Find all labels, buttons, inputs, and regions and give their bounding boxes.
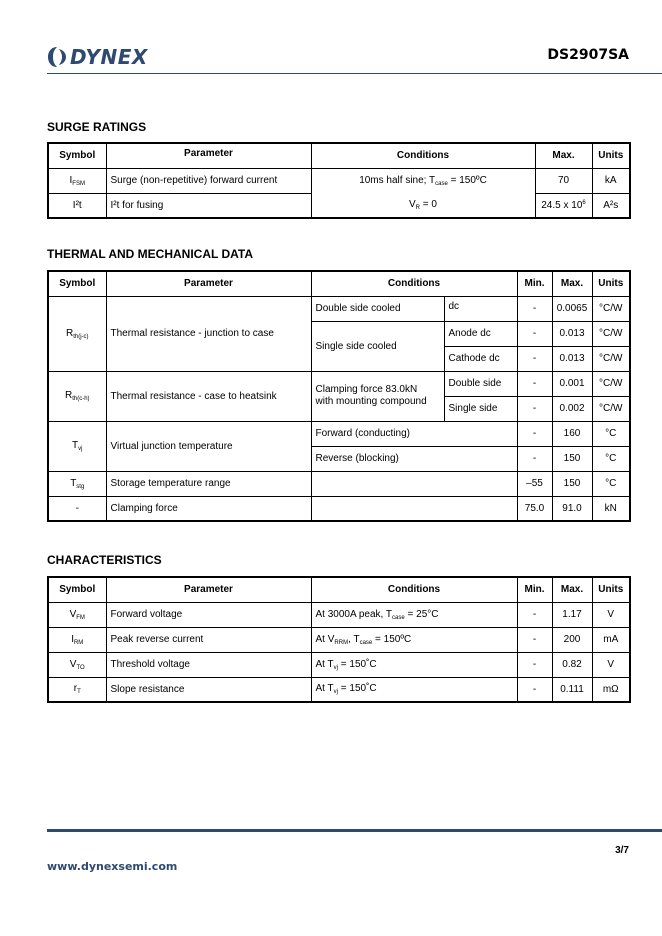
symbol-text: r — [73, 683, 78, 695]
col-symbol: Symbol — [48, 577, 106, 602]
max-text: 24.5 x 10 — [541, 199, 583, 211]
max-cell — [535, 193, 592, 218]
max-cell: 0.001 — [552, 371, 592, 396]
col-max: Max. — [552, 577, 592, 602]
parameter-cell: Storage temperature range — [106, 471, 311, 496]
condition-cell — [311, 471, 517, 496]
max-cell: 200 — [552, 627, 592, 652]
col-parameter: Parameter — [106, 577, 311, 602]
parameter-cell: Slope resistance — [106, 677, 311, 702]
symbol-text: I — [69, 174, 73, 186]
parameter-cell: Forward voltage — [106, 602, 311, 627]
symbol-cell: I²t — [48, 193, 106, 218]
table-row — [48, 602, 630, 627]
min-cell: - — [517, 321, 552, 346]
min-cell: - — [517, 446, 552, 471]
col-units: Units — [592, 271, 630, 296]
symbol-cell — [48, 602, 106, 627]
max-cell: 150 — [552, 471, 592, 496]
condition-line: with mounting compound — [315, 396, 427, 407]
cond-subscript: R — [415, 204, 421, 211]
condition-cell: Double side cooled — [311, 296, 444, 321]
units-cell: °C/W — [592, 321, 630, 346]
website-link[interactable]: www.dynexsemi.com — [47, 860, 178, 873]
col-symbol: Symbol — [48, 271, 106, 296]
table-row — [48, 471, 630, 496]
thermal-data-title: THERMAL AND MECHANICAL DATA — [47, 247, 253, 261]
col-parameter: Parameter — [106, 143, 311, 168]
parameter-cell: Thermal resistance - case to heatsink — [106, 371, 311, 421]
units-cell: kA — [592, 168, 630, 193]
table-row — [48, 627, 630, 652]
col-symbol: Symbol — [48, 143, 106, 168]
parameter-cell: Surge (non-repetitive) forward current — [106, 168, 311, 193]
table-row — [48, 421, 630, 446]
dynex-logo-icon — [47, 46, 67, 68]
min-cell: 75.0 — [517, 496, 552, 521]
col-conditions: Conditions — [311, 577, 517, 602]
symbol-cell — [48, 168, 106, 193]
cond-text: At 3000A peak, T — [315, 608, 393, 620]
condition-cell — [311, 602, 517, 627]
col-max: Max. — [552, 271, 592, 296]
min-cell: –55 — [517, 471, 552, 496]
cond-text: = 150ºC — [372, 633, 412, 645]
max-cell: 160 — [552, 421, 592, 446]
cond-text: = 150˚C — [338, 658, 377, 670]
symbol-subscript: T — [77, 689, 81, 696]
max-cell: 0.111 — [552, 677, 592, 702]
col-parameter: Parameter — [106, 271, 311, 296]
condition-cell: dc — [444, 296, 517, 321]
conditions-cell — [311, 168, 535, 218]
symbol-subscript: vj — [78, 446, 83, 452]
cond-text: = 25°C — [404, 608, 439, 620]
max-cell: 1.17 — [552, 602, 592, 627]
symbol-subscript: stg — [76, 483, 85, 490]
min-cell: - — [517, 677, 552, 702]
table-row — [48, 677, 630, 702]
min-cell: - — [517, 652, 552, 677]
cond-text: 10ms half sine; T — [359, 174, 436, 186]
units-cell: °C/W — [592, 371, 630, 396]
symbol-cell — [48, 652, 106, 677]
parameter-cell: Virtual junction temperature — [106, 421, 311, 471]
condition-cell — [311, 652, 517, 677]
symbol-text: R — [64, 390, 73, 401]
thermal-data-table — [47, 270, 631, 522]
condition-line-2 — [316, 199, 531, 211]
characteristics-table — [47, 576, 631, 703]
parameter-cell: Thermal resistance - junction to case — [106, 296, 311, 371]
units-cell: V — [592, 602, 630, 627]
min-cell: - — [517, 296, 552, 321]
condition-cell: Anode dc — [444, 321, 517, 346]
symbol-text: V — [69, 658, 77, 670]
col-units: Units — [592, 577, 630, 602]
symbol-subscript: FM — [76, 614, 85, 621]
col-units: Units — [592, 143, 630, 168]
min-cell: - — [517, 371, 552, 396]
cond-subscript: case — [435, 180, 448, 187]
units-cell: A²s — [592, 193, 630, 218]
cond-subscript: vj — [333, 689, 338, 696]
min-cell: - — [517, 602, 552, 627]
max-cell: 0.82 — [552, 652, 592, 677]
table-row — [48, 496, 630, 521]
min-cell: - — [517, 346, 552, 371]
condition-cell: Reverse (blocking) — [311, 446, 517, 471]
units-cell: °C — [592, 446, 630, 471]
condition-line-1 — [316, 175, 531, 187]
symbol-text: V — [69, 608, 77, 620]
document-id: DS2907SA — [547, 47, 629, 63]
condition-cell: Double side — [444, 371, 517, 396]
min-cell: - — [517, 396, 552, 421]
symbol-text: R — [65, 327, 74, 339]
cond-subscript: case — [359, 639, 373, 646]
symbol-cell: - — [48, 496, 106, 521]
max-superscript: 6 — [582, 199, 586, 206]
cond-text: = 0 — [420, 198, 437, 210]
units-cell: kN — [592, 496, 630, 521]
max-cell: 0.013 — [552, 321, 592, 346]
units-cell: °C — [592, 421, 630, 446]
characteristics-title: CHARACTERISTICS — [47, 553, 162, 567]
cond-text: , T — [348, 633, 360, 645]
condition-cell — [311, 496, 517, 521]
symbol-cell — [48, 296, 106, 371]
symbol-cell — [48, 371, 106, 421]
col-conditions: Conditions — [311, 143, 535, 168]
condition-cell: Single side — [444, 396, 517, 421]
units-cell: °C — [592, 471, 630, 496]
units-cell: mΩ — [592, 677, 630, 702]
units-cell: °C/W — [592, 296, 630, 321]
col-min: Min. — [517, 577, 552, 602]
cond-text: V — [409, 198, 416, 210]
condition-cell — [311, 677, 517, 702]
cond-subscript: case — [392, 614, 405, 621]
table-row — [48, 371, 630, 396]
symbol-cell — [48, 627, 106, 652]
dynex-logo — [47, 46, 148, 68]
cond-text: = 150˚C — [338, 683, 377, 695]
parameter-cell: Clamping force — [106, 496, 311, 521]
min-cell: - — [517, 627, 552, 652]
max-cell: 0.013 — [552, 346, 592, 371]
footer-divider — [47, 829, 662, 832]
symbol-subscript: th(c-h) — [72, 396, 90, 402]
symbol-subscript: TO — [76, 664, 85, 671]
units-cell: V — [592, 652, 630, 677]
min-cell: - — [517, 421, 552, 446]
units-cell: mA — [592, 627, 630, 652]
units-cell: °C/W — [592, 396, 630, 421]
cond-text: At T — [315, 683, 334, 695]
max-cell: 70 — [535, 168, 592, 193]
condition-cell: Cathode dc — [444, 346, 517, 371]
col-min: Min. — [517, 271, 552, 296]
table-header-row — [48, 271, 630, 296]
col-conditions: Conditions — [311, 271, 517, 296]
surge-ratings-table — [47, 142, 631, 219]
table-row — [48, 652, 630, 677]
cond-subscript: RRM — [334, 639, 349, 646]
units-cell: °C/W — [592, 346, 630, 371]
cond-subscript: vj — [333, 664, 338, 671]
col-max: Max. — [535, 143, 592, 168]
condition-cell: Single side cooled — [311, 321, 444, 371]
cond-text: At V — [315, 633, 335, 645]
parameter-cell: Peak reverse current — [106, 627, 311, 652]
max-cell: 150 — [552, 446, 592, 471]
symbol-subscript: FSM — [72, 180, 85, 187]
symbol-cell — [48, 471, 106, 496]
max-cell: 91.0 — [552, 496, 592, 521]
symbol-cell — [48, 421, 106, 471]
symbol-text: I — [71, 633, 74, 645]
surge-ratings-title: SURGE RATINGS — [47, 120, 147, 134]
condition-cell — [311, 371, 444, 421]
max-cell: 0.0065 — [552, 296, 592, 321]
table-row — [48, 296, 630, 321]
parameter-cell: I²t for fusing — [106, 193, 311, 218]
symbol-subscript: th(j-c) — [73, 333, 89, 340]
table-header-row — [48, 143, 630, 168]
table-row — [48, 168, 630, 193]
condition-cell: Forward (conducting) — [311, 421, 517, 446]
symbol-text: T — [72, 440, 79, 451]
cond-text: At T — [315, 658, 334, 670]
symbol-cell — [48, 677, 106, 702]
symbol-subscript: RM — [73, 639, 84, 646]
cond-text: = 150ºC — [447, 174, 487, 186]
brand-name: DYNEX — [70, 45, 148, 69]
symbol-text: T — [70, 477, 77, 489]
max-cell: 0.002 — [552, 396, 592, 421]
parameter-cell: Threshold voltage — [106, 652, 311, 677]
condition-cell — [311, 627, 517, 652]
condition-line: Clamping force 83.0kN — [315, 384, 418, 395]
page-number: 3/7 — [615, 845, 629, 856]
header-divider — [47, 73, 662, 74]
table-header-row — [48, 577, 630, 602]
